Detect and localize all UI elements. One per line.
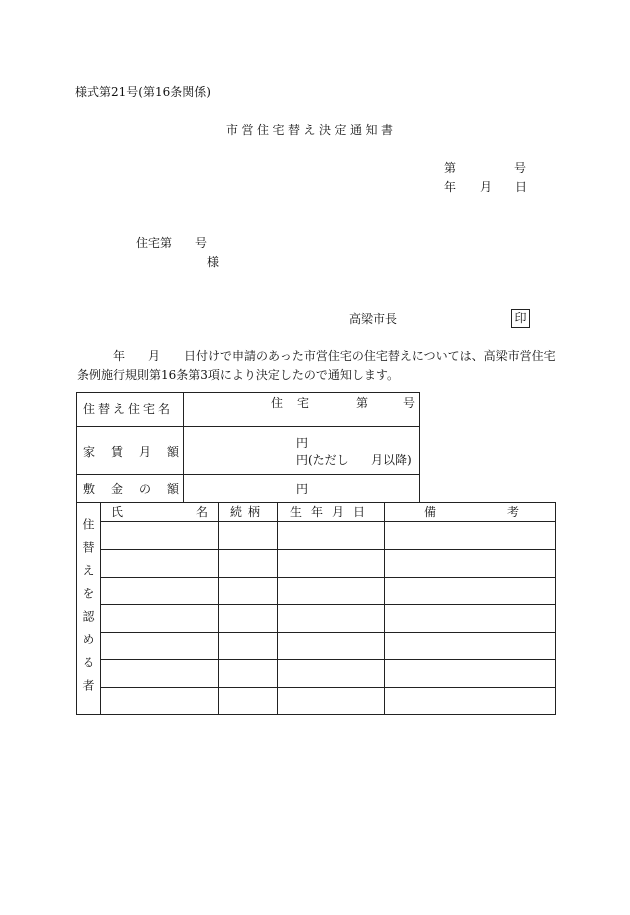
col-name-mei: 名 (196, 505, 209, 519)
col-birthdate: 生年月日 (290, 505, 375, 519)
label-monthly-rent: 家賃月額 (83, 445, 196, 459)
new-housing-dai: 第 (356, 396, 369, 410)
body-text-line2: 条例施行規則第16条第3項により決定したので通知します。 (77, 368, 399, 382)
recipient-sama: 様 (207, 255, 220, 269)
issuer-name: 高梁市長 (349, 312, 398, 326)
doc-number-go: 号 (514, 161, 527, 175)
new-housing-go: 号 (403, 396, 416, 410)
col-name-shi: 氏 (111, 505, 124, 519)
label-new-housing: 住替え住宅名 (83, 402, 174, 416)
seal-mark: 印 (511, 309, 530, 328)
date-day: 日 (515, 180, 528, 194)
body-month: 月 (148, 349, 161, 363)
label-deposit: 敷金の額 (83, 482, 196, 496)
date-month: 月 (480, 180, 493, 194)
body-text-line1: 日付けで申請のあった市営住宅の住宅替えについては、高梁市営住宅 (184, 349, 556, 363)
col-relation: 続柄 (230, 505, 267, 519)
new-housing-taku: 宅 (297, 396, 310, 410)
doc-number-dai: 第 (444, 161, 457, 175)
date-year: 年 (444, 180, 457, 194)
recipient-housing-go: 号 (195, 236, 208, 250)
deposit-yen: 円 (296, 482, 309, 496)
form-number: 様式第21号(第16条関係) (75, 85, 211, 99)
col-remarks-kou: 考 (507, 505, 520, 519)
rent-yen-tadashi: 円(ただし (296, 453, 349, 467)
body-year: 年 (113, 349, 126, 363)
rent-yen: 円 (296, 436, 309, 450)
rent-from-month: 月以降) (371, 453, 412, 467)
section-label-vertical: 住替えを認める者 (81, 518, 95, 702)
col-remarks-bi: 備 (424, 505, 437, 519)
new-housing-ju: 住 (271, 396, 284, 410)
recipient-housing-label: 住宅第 (136, 236, 173, 250)
document-title: 市営住宅替え決定通知書 (226, 123, 397, 137)
